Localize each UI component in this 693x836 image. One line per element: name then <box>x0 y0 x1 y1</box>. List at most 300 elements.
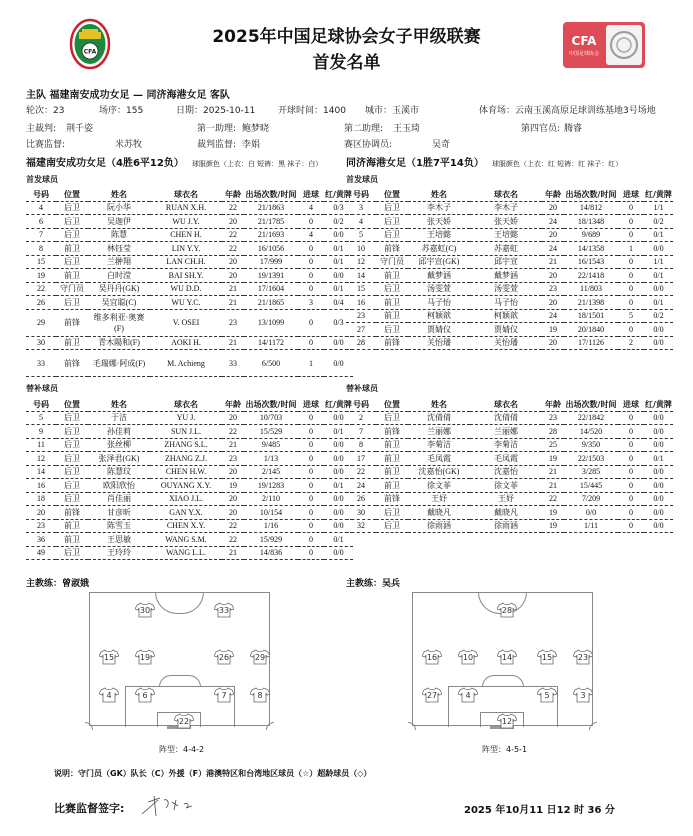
table-row <box>26 465 353 479</box>
cell-number: 2 <box>346 411 376 425</box>
cell-appearances: 9/485 <box>244 438 298 452</box>
cell-shirt-name: 苏嘉虹 <box>470 242 542 256</box>
cell-number: 12 <box>26 452 56 466</box>
cell-name: 毛凤霞 <box>408 452 470 466</box>
cell-cards: 0/1 <box>324 479 353 493</box>
col-age: 年龄 <box>542 188 564 201</box>
cell-age: 20 <box>542 201 564 215</box>
table-row <box>26 425 353 439</box>
cell-appearances: 14/1172 <box>244 336 298 350</box>
cell-cards: 0/0 <box>324 452 353 466</box>
cell-name: 柯颖歆 <box>408 309 470 323</box>
player-shirt-number: 28 <box>501 606 513 615</box>
table-row <box>346 479 673 493</box>
away-kit-colors: 球服颜色（上衣：红 短裤：红 袜子：红） <box>491 160 623 168</box>
cell-age: 20 <box>542 228 564 242</box>
away-subs-table <box>346 398 673 533</box>
cell-number: 28 <box>346 336 376 350</box>
cell-cards: 0/0 <box>644 492 673 506</box>
cell-goals: 0 <box>618 452 644 466</box>
cell-number: 19 <box>26 269 56 283</box>
cell-appearances: 19/1391 <box>244 269 298 283</box>
player-shirt-number: 4 <box>106 691 112 700</box>
cell-appearances: 6/500 <box>244 350 298 377</box>
cell-cards: 0/1 <box>324 255 353 269</box>
cell-age: 24 <box>542 309 564 323</box>
cell-shirt-name: 徐文菲 <box>470 479 542 493</box>
city-info: 城市：玉溪市 <box>365 106 420 116</box>
cell-position: 前卫 <box>56 242 88 256</box>
col-appearances: 出场次数/时间 <box>244 188 298 201</box>
cell-shirt-name: 贾婧仪 <box>470 323 542 337</box>
cell-goals: 0 <box>618 519 644 533</box>
cell-cards: 0/0 <box>644 479 673 493</box>
away-team-name: 同济海港女足（1胜7平14负） <box>346 158 484 169</box>
cell-number: 49 <box>26 546 56 560</box>
cell-name: 王玲玲 <box>88 546 150 560</box>
cell-shirt-name: 兰丽娜 <box>470 425 542 439</box>
player-shirt-number: 29 <box>254 653 266 662</box>
cell-position: 后卫 <box>56 425 88 439</box>
cell-cards: 1/1 <box>644 201 673 215</box>
table-row <box>346 255 673 269</box>
home-subs-label: 替补球员 <box>26 384 58 393</box>
cell-age: 20 <box>222 492 244 506</box>
cell-name: 吴丹丹(GK) <box>88 282 150 296</box>
cell-goals: 0 <box>298 492 324 506</box>
table-row <box>346 201 673 215</box>
cell-name: 张天娇 <box>408 215 470 229</box>
cell-shirt-name: 戴梦涵 <box>470 269 542 283</box>
cell-cards: 0/0 <box>644 282 673 296</box>
cell-age: 20 <box>222 215 244 229</box>
cell-appearances: 2/110 <box>244 492 298 506</box>
player-shirt-icon <box>497 713 517 729</box>
cell-appearances: 21/1785 <box>244 215 298 229</box>
table-row <box>26 215 353 229</box>
col-number: 号码 <box>346 188 376 201</box>
cell-number: 29 <box>26 309 56 336</box>
cell-name: 欧阳欣怡 <box>88 479 150 493</box>
cell-goals: 0 <box>298 506 324 520</box>
cell-number: 15 <box>346 282 376 296</box>
signature-icon <box>140 794 200 818</box>
cell-cards: 0/0 <box>324 350 353 377</box>
player-shirt-icon <box>250 687 270 703</box>
table-row <box>26 309 353 336</box>
table-row <box>26 452 353 466</box>
cell-appearances: 16/1056 <box>244 242 298 256</box>
cell-goals: 1 <box>618 242 644 256</box>
cell-position: 守门员 <box>56 282 88 296</box>
table-row <box>26 296 353 310</box>
cell-age: 20 <box>222 269 244 283</box>
cell-age: 20 <box>542 336 564 350</box>
table-header-row <box>26 188 353 201</box>
player-shirt-icon <box>458 687 478 703</box>
cell-position: 后卫 <box>56 492 88 506</box>
cell-appearances: 17/999 <box>244 255 298 269</box>
penalty-arc <box>482 675 524 687</box>
cell-appearances: 14/520 <box>564 425 618 439</box>
cell-position: 后卫 <box>56 411 88 425</box>
svg-text:CFA: CFA <box>83 48 97 56</box>
cell-name: 苏嘉虹(C) <box>408 242 470 256</box>
coordinator-value: 吴奇 <box>432 140 451 150</box>
col-number: 号码 <box>346 398 376 411</box>
cell-position: 前锋 <box>376 242 408 256</box>
cell-cards: 0/2 <box>324 215 353 229</box>
cell-number: 27 <box>346 323 376 337</box>
cell-shirt-name: 马子怡 <box>470 296 542 310</box>
cell-cards: 0/0 <box>324 269 353 283</box>
cell-appearances: 15/445 <box>564 479 618 493</box>
cell-position: 前锋 <box>376 492 408 506</box>
cell-name: 于洁 <box>88 411 150 425</box>
cell-position: 后卫 <box>56 228 88 242</box>
cell-age: 22 <box>222 228 244 242</box>
player-shirt-number: 5 <box>544 691 550 700</box>
cell-appearances: 17/1126 <box>564 336 618 350</box>
table-row <box>26 242 353 256</box>
cell-cards: 0/3 <box>324 309 353 336</box>
commissioner-label: 比赛监督: <box>26 140 66 150</box>
cell-cards: 0/0 <box>324 492 353 506</box>
cell-number: 33 <box>26 350 56 377</box>
col-cards: 红/黄牌 <box>644 188 673 201</box>
cell-position: 前卫 <box>376 269 408 283</box>
cell-number: 9 <box>26 425 56 439</box>
cell-position: 前锋 <box>56 350 88 377</box>
cell-position: 后卫 <box>376 215 408 229</box>
cell-number: 5 <box>346 228 376 242</box>
cell-position: 后卫 <box>376 228 408 242</box>
cell-name: 阮小华 <box>88 201 150 215</box>
home-team-title <box>26 154 322 169</box>
col-age: 年龄 <box>542 398 564 411</box>
col-goals: 进球 <box>298 398 324 411</box>
cell-shirt-name: ZHANG Z.J. <box>150 452 222 466</box>
table-row <box>346 506 673 520</box>
table-row <box>346 452 673 466</box>
cell-appearances: 10/154 <box>244 506 298 520</box>
player-shirt-icon <box>458 649 478 665</box>
col-name: 姓名 <box>408 398 470 411</box>
cell-appearances: 17/1604 <box>244 282 298 296</box>
cell-shirt-name: ZHANG S.L. <box>150 438 222 452</box>
cell-appearances: 9/689 <box>564 228 618 242</box>
table-row <box>346 438 673 452</box>
table-row <box>346 309 673 323</box>
table-row <box>26 350 353 377</box>
col-cards: 红/黄牌 <box>324 398 353 411</box>
player-shirt-number: 12 <box>501 717 513 726</box>
cell-position: 前卫 <box>376 438 408 452</box>
cell-name: 陈慧 <box>88 228 150 242</box>
cell-shirt-name: WU Y.C. <box>150 296 222 310</box>
cell-number: 22 <box>346 465 376 479</box>
cell-name: 吴迦伊 <box>88 215 150 229</box>
cell-goals: 0 <box>618 201 644 215</box>
away-subs-body <box>346 411 673 533</box>
cell-shirt-name: GAN Y.X. <box>150 506 222 520</box>
cell-name: 戴梦涵 <box>408 269 470 283</box>
table-row <box>346 228 673 242</box>
cell-age: 21 <box>222 546 244 560</box>
round-info: 轮次：23 <box>26 106 65 116</box>
cell-shirt-name: YU J. <box>150 411 222 425</box>
kickoff-info: 开球时间：1400 <box>278 106 346 116</box>
cell-appearances: 9/350 <box>564 438 618 452</box>
home-formation-pitch <box>89 592 270 726</box>
cell-name: 李木子 <box>408 201 470 215</box>
cell-shirt-name: WANG L.L. <box>150 546 222 560</box>
player-shirt-icon <box>99 687 119 703</box>
cell-name: 王思敏 <box>88 533 150 547</box>
cell-age: 22 <box>222 242 244 256</box>
cell-position: 后卫 <box>376 323 408 337</box>
document-header <box>0 0 693 78</box>
cell-number: 3 <box>346 201 376 215</box>
svg-text:CFA: CFA <box>571 34 597 48</box>
cell-number: 15 <box>26 255 56 269</box>
cell-shirt-name: 关怡璠 <box>470 336 542 350</box>
cell-appearances: 21/1398 <box>564 296 618 310</box>
col-name: 姓名 <box>408 188 470 201</box>
date-info: 日期：2025-10-11 <box>176 106 256 116</box>
table-row <box>346 411 673 425</box>
home-formation: 阵型：4-4-2 <box>159 745 205 754</box>
cell-cards: 0/1 <box>644 452 673 466</box>
cell-goals: 0 <box>298 336 324 350</box>
cell-appearances: 22/1503 <box>564 452 618 466</box>
cell-age: 23 <box>542 411 564 425</box>
cell-name: 汤雯萱 <box>408 282 470 296</box>
cell-name: 邱宇宣(GK) <box>408 255 470 269</box>
cell-shirt-name: AOKI H. <box>150 336 222 350</box>
cell-age: 23 <box>542 282 564 296</box>
match-no-info: 场序：155 <box>99 106 144 116</box>
stadium-info: 体育场：云南玉溪高原足球训练基地3号场地 <box>479 106 656 116</box>
col-appearances: 出场次数/时间 <box>564 188 618 201</box>
cell-name: 肖佳丽 <box>88 492 150 506</box>
table-row <box>26 438 353 452</box>
ar1-label: 第一助理: <box>197 124 237 134</box>
ar1-value: 鲍梦晓 <box>242 124 270 134</box>
player-shirt-icon <box>99 649 119 665</box>
col-position: 位置 <box>56 188 88 201</box>
table-row <box>346 269 673 283</box>
cell-age: 19 <box>542 519 564 533</box>
referee-label: 主裁判: <box>26 124 57 134</box>
corner-arc <box>266 722 274 730</box>
player-shirt-icon <box>573 687 593 703</box>
signature-timestamp: 2025 年10月11 日12 时 36 分 <box>464 805 615 816</box>
cell-number: 30 <box>346 506 376 520</box>
table-row <box>26 269 353 283</box>
away-formation: 阵型：4-5-1 <box>482 745 528 754</box>
cell-shirt-name: 汤雯萱 <box>470 282 542 296</box>
cell-goals: 0 <box>618 438 644 452</box>
cell-number: 23 <box>26 519 56 533</box>
player-shirt-number: 4 <box>465 691 471 700</box>
corner-arc <box>408 722 416 730</box>
cell-cards: 0/1 <box>324 425 353 439</box>
away-starters-body <box>346 201 673 350</box>
cell-age: 21 <box>542 465 564 479</box>
cell-goals: 0 <box>618 479 644 493</box>
cell-number: 23 <box>346 309 376 323</box>
cell-cards: 0/0 <box>324 411 353 425</box>
cell-number: 26 <box>26 296 56 310</box>
cell-goals: 0 <box>298 425 324 439</box>
cell-age: 21 <box>222 336 244 350</box>
table-row <box>346 296 673 310</box>
cell-shirt-name: WU D.D. <box>150 282 222 296</box>
col-cards: 红/黄牌 <box>644 398 673 411</box>
cell-goals: 2 <box>618 336 644 350</box>
cell-shirt-name: LAN CH.H. <box>150 255 222 269</box>
cell-name: 沈嘉怡(GK) <box>408 465 470 479</box>
cell-age: 22 <box>542 492 564 506</box>
col-age: 年龄 <box>222 398 244 411</box>
cell-cards: 0/1 <box>324 242 353 256</box>
player-shirt-icon <box>174 713 194 729</box>
page-title: 2025年中国足球协会女子甲级联赛 <box>212 27 481 47</box>
cell-age: 21 <box>222 282 244 296</box>
cell-cards: 0/0 <box>324 465 353 479</box>
cell-goals: 0 <box>618 296 644 310</box>
player-shirt-icon <box>214 602 234 618</box>
cell-name: 孙佳莉 <box>88 425 150 439</box>
home-starters-table <box>26 188 353 377</box>
home-kit-colors: 球服颜色（上衣：白 短裤：黑 袜子：白） <box>191 160 323 168</box>
cell-cards: 0/0 <box>644 323 673 337</box>
cell-number: 16 <box>346 296 376 310</box>
cell-appearances: 14/1358 <box>564 242 618 256</box>
cell-appearances: 11/803 <box>564 282 618 296</box>
cell-appearances: 14/812 <box>564 201 618 215</box>
cell-number: 8 <box>346 438 376 452</box>
table-row <box>26 506 353 520</box>
cell-name: 关怡璠 <box>408 336 470 350</box>
cell-shirt-name: 王培懿 <box>470 228 542 242</box>
cell-goals: 0 <box>618 506 644 520</box>
cell-shirt-name: 沈倩倩 <box>470 411 542 425</box>
cell-age: 21 <box>222 438 244 452</box>
cell-appearances: 1/16 <box>244 519 298 533</box>
cell-number: 7 <box>346 425 376 439</box>
cell-number: 4 <box>26 201 56 215</box>
cell-cards: 0/0 <box>644 425 673 439</box>
cell-name: 沈倩倩 <box>408 411 470 425</box>
cell-shirt-name: M. Achieng <box>150 350 222 377</box>
cell-appearances: 3/285 <box>564 465 618 479</box>
cell-appearances: 1/13 <box>244 452 298 466</box>
cell-position: 后卫 <box>56 255 88 269</box>
player-shirt-number: 33 <box>218 606 230 615</box>
corner-arc <box>85 722 93 730</box>
player-shirt-icon <box>573 649 593 665</box>
cell-appearances: 13/1099 <box>244 309 298 336</box>
cell-goals: 0 <box>298 546 324 560</box>
cell-name: 李菊洁 <box>408 438 470 452</box>
cell-position: 前卫 <box>376 296 408 310</box>
cell-name: 戴晓凡 <box>408 506 470 520</box>
cell-goals: 0 <box>618 228 644 242</box>
ref-assessor-value: 李娟 <box>242 140 261 150</box>
player-shirt-number: 27 <box>426 691 438 700</box>
cell-age: 22 <box>222 201 244 215</box>
penalty-arc <box>159 675 201 687</box>
cell-age: 19 <box>542 323 564 337</box>
table-row <box>26 533 353 547</box>
player-shirt-icon <box>135 649 155 665</box>
cell-number: 12 <box>346 255 376 269</box>
cell-position: 后卫 <box>376 201 408 215</box>
player-shirt-number: 26 <box>218 653 230 662</box>
col-position: 位置 <box>376 398 408 411</box>
cell-number: 22 <box>26 282 56 296</box>
signature-label: 比赛监督签字: <box>54 802 125 815</box>
col-cards: 红/黄牌 <box>324 188 353 201</box>
col-name: 姓名 <box>88 188 150 201</box>
cell-goals: 0 <box>298 479 324 493</box>
cell-name: 毛瑞娜·阿成(F) <box>88 350 150 377</box>
cell-appearances: 19/1283 <box>244 479 298 493</box>
cell-age: 22 <box>222 425 244 439</box>
cell-appearances: 14/836 <box>244 546 298 560</box>
cell-number: 14 <box>26 465 56 479</box>
cell-cards: 0/1 <box>324 282 353 296</box>
away-formation-pitch <box>412 592 593 726</box>
cell-goals: 0 <box>618 282 644 296</box>
ar2-label: 第二助理: <box>344 124 384 134</box>
player-shirt-icon <box>537 687 557 703</box>
cell-cards: 0/0 <box>324 519 353 533</box>
cell-appearances: 2/145 <box>244 465 298 479</box>
legend-note: 说明：守门员（GK）队长（C）外援（F）港澳特区和台湾地区球员（☆）超龄球员（◇） <box>54 769 372 778</box>
cell-cards: 0/0 <box>644 438 673 452</box>
cell-appearances: 20/1840 <box>564 323 618 337</box>
cell-number: 11 <box>26 438 56 452</box>
cell-position: 后卫 <box>376 282 408 296</box>
col-shirt-name: 球衣名 <box>470 398 542 411</box>
cell-shirt-name: 柯颖歆 <box>470 309 542 323</box>
cell-shirt-name: CHEN H.W. <box>150 465 222 479</box>
cell-age: 19 <box>222 479 244 493</box>
cell-position: 后卫 <box>56 201 88 215</box>
table-row <box>26 282 353 296</box>
table-row <box>26 336 353 350</box>
cell-name: 张泽君(GK) <box>88 452 150 466</box>
cell-goals: 0 <box>618 465 644 479</box>
player-shirt-icon <box>250 649 270 665</box>
referee-value: 荆千姿 <box>66 124 94 134</box>
cell-shirt-name: 毛凤霞 <box>470 452 542 466</box>
cell-goals: 0 <box>618 492 644 506</box>
cell-shirt-name: OUYANG X.Y. <box>150 479 222 493</box>
table-row <box>26 411 353 425</box>
cell-cards: 0/1 <box>644 269 673 283</box>
cell-cards: 0/1 <box>644 296 673 310</box>
player-shirt-icon <box>135 687 155 703</box>
fourth-official-value: 腾睿 <box>564 124 583 134</box>
cell-number: 36 <box>26 533 56 547</box>
cell-position: 后卫 <box>56 452 88 466</box>
player-shirt-number: 22 <box>178 717 190 726</box>
player-shirt-icon <box>537 649 557 665</box>
